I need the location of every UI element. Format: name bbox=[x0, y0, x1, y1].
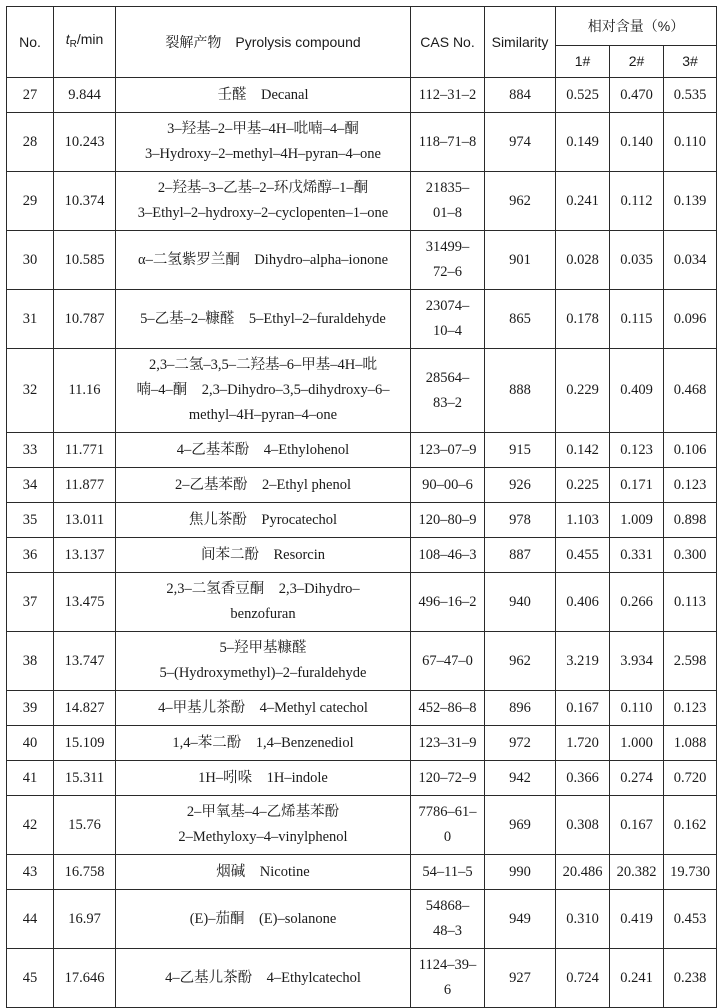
content-sample-3: 0.898 bbox=[664, 503, 717, 538]
content-sample-1: 1.720 bbox=[556, 726, 610, 761]
content-sample-1: 0.178 bbox=[556, 290, 610, 349]
cas-number bbox=[411, 349, 485, 433]
compound-name bbox=[116, 949, 411, 1008]
content-sample-1: 0.455 bbox=[556, 538, 610, 573]
table-row bbox=[7, 632, 717, 691]
content-sample-3: 2.598 bbox=[664, 632, 717, 691]
similarity-value: 949 bbox=[485, 890, 556, 949]
compound-name bbox=[116, 761, 411, 796]
header-tr-subscript: R bbox=[69, 39, 77, 50]
cas-number bbox=[411, 796, 485, 855]
table-row bbox=[7, 726, 717, 761]
content-sample-3: 0.300 bbox=[664, 538, 717, 573]
cas-number-line: 54868– bbox=[425, 898, 470, 914]
table-row bbox=[7, 290, 717, 349]
cas-number-line: 54–11–5 bbox=[422, 863, 473, 880]
cas-number bbox=[411, 949, 485, 1008]
table-row bbox=[7, 349, 717, 433]
cas-number bbox=[411, 433, 485, 468]
retention-time: 9.844 bbox=[54, 78, 116, 113]
similarity-value: 978 bbox=[485, 503, 556, 538]
content-sample-2: 20.382 bbox=[610, 855, 664, 890]
row-number: 38 bbox=[7, 632, 54, 691]
content-sample-2: 1.009 bbox=[610, 503, 664, 538]
content-sample-1: 0.406 bbox=[556, 573, 610, 632]
row-number: 27 bbox=[7, 78, 54, 113]
compound-name-line: 4–乙基苯酚 4–Ethylohenol bbox=[176, 441, 350, 458]
compound-name-line: 喃–4–酮 2,3–Dihydro–3,5–dihydroxy–6– bbox=[136, 382, 390, 398]
content-sample-1: 0.366 bbox=[556, 761, 610, 796]
content-sample-1: 0.724 bbox=[556, 949, 610, 1008]
cas-number-line: 120–80–9 bbox=[418, 511, 477, 528]
content-sample-1: 20.486 bbox=[556, 855, 610, 890]
cas-number-line: 108–46–3 bbox=[418, 546, 477, 563]
similarity-value: 896 bbox=[485, 691, 556, 726]
similarity-value: 942 bbox=[485, 761, 556, 796]
content-sample-2: 0.171 bbox=[610, 468, 664, 503]
content-sample-2: 1.000 bbox=[610, 726, 664, 761]
cas-number-line: 28564– bbox=[425, 369, 470, 386]
content-sample-3: 0.123 bbox=[664, 691, 717, 726]
header-tr-symbol: t bbox=[65, 31, 70, 47]
row-number: 30 bbox=[7, 231, 54, 290]
retention-time: 13.475 bbox=[54, 573, 116, 632]
cas-number bbox=[411, 468, 485, 503]
content-sample-2: 0.470 bbox=[610, 78, 664, 113]
row-number: 29 bbox=[7, 172, 54, 231]
content-sample-3: 0.113 bbox=[664, 573, 717, 632]
content-sample-3: 19.730 bbox=[664, 855, 717, 890]
cas-number bbox=[411, 890, 485, 949]
similarity-value: 974 bbox=[485, 113, 556, 172]
cas-number-line: 21835– bbox=[425, 180, 470, 196]
compound-name-line: 2,3–二氢–3,5–二羟基–6–甲基–4H–吡 bbox=[149, 357, 377, 373]
cas-number bbox=[411, 573, 485, 632]
cas-number-line: 120–72–9 bbox=[418, 769, 477, 786]
retention-time: 17.646 bbox=[54, 949, 116, 1008]
compound-name-line: 3–Ethyl–2–hydroxy–2–cyclopenten–1–one bbox=[137, 205, 389, 221]
similarity-value: 962 bbox=[485, 632, 556, 691]
similarity-value: 865 bbox=[485, 290, 556, 349]
content-sample-1: 0.225 bbox=[556, 468, 610, 503]
similarity-value: 972 bbox=[485, 726, 556, 761]
content-sample-1: 0.167 bbox=[556, 691, 610, 726]
compound-name bbox=[116, 632, 411, 691]
row-number: 44 bbox=[7, 890, 54, 949]
similarity-value: 884 bbox=[485, 78, 556, 113]
cas-number bbox=[411, 503, 485, 538]
compound-name bbox=[116, 691, 411, 726]
content-sample-3: 0.720 bbox=[664, 761, 717, 796]
header-sample-1: 1# bbox=[556, 46, 610, 78]
similarity-value: 887 bbox=[485, 538, 556, 573]
table-row bbox=[7, 468, 717, 503]
similarity-value: 901 bbox=[485, 231, 556, 290]
row-number: 36 bbox=[7, 538, 54, 573]
content-sample-3: 0.453 bbox=[664, 890, 717, 949]
retention-time: 10.374 bbox=[54, 172, 116, 231]
cas-number-line: 23074– bbox=[425, 298, 470, 314]
compound-name-line: 1H–吲哚 1H–indole bbox=[198, 769, 328, 786]
content-sample-3: 0.096 bbox=[664, 290, 717, 349]
cas-number-line: 10–4 bbox=[433, 323, 462, 339]
cas-number-line: 31499– bbox=[425, 239, 470, 255]
compound-name bbox=[116, 538, 411, 573]
cas-number-line: 83–2 bbox=[433, 394, 462, 411]
table-row bbox=[7, 573, 717, 632]
compound-name bbox=[116, 468, 411, 503]
content-sample-1: 0.142 bbox=[556, 433, 610, 468]
row-number: 33 bbox=[7, 433, 54, 468]
content-sample-1: 3.219 bbox=[556, 632, 610, 691]
similarity-value: 990 bbox=[485, 855, 556, 890]
compound-name bbox=[116, 78, 411, 113]
content-sample-2: 0.115 bbox=[610, 290, 664, 349]
compound-name-line: 2–乙基苯酚 2–Ethyl phenol bbox=[174, 476, 351, 493]
cas-number bbox=[411, 761, 485, 796]
table-row bbox=[7, 761, 717, 796]
retention-time: 11.16 bbox=[54, 349, 116, 433]
cas-number bbox=[411, 231, 485, 290]
compound-name-line: 1,4–苯二酚 1,4–Benzenediol bbox=[172, 734, 354, 751]
retention-time: 11.877 bbox=[54, 468, 116, 503]
row-number: 31 bbox=[7, 290, 54, 349]
row-number: 43 bbox=[7, 855, 54, 890]
content-sample-3: 0.468 bbox=[664, 349, 717, 433]
content-sample-3: 0.162 bbox=[664, 796, 717, 855]
cas-number-line: 90–00–6 bbox=[422, 476, 473, 493]
content-sample-2: 0.241 bbox=[610, 949, 664, 1008]
table-row bbox=[7, 78, 717, 113]
row-number: 39 bbox=[7, 691, 54, 726]
retention-time: 15.76 bbox=[54, 796, 116, 855]
table-row bbox=[7, 231, 717, 290]
compound-name-line: 焦儿茶酚 Pyrocatechol bbox=[188, 511, 338, 528]
compound-name-line: α–二氢紫罗兰酮 Dihydro–alpha–ionone bbox=[137, 251, 389, 268]
cas-number bbox=[411, 538, 485, 573]
cas-number bbox=[411, 691, 485, 726]
table-row bbox=[7, 113, 717, 172]
compound-name-line: 2–甲氧基–4–乙烯基苯酚 bbox=[186, 804, 340, 820]
cas-number-line: 112–31–2 bbox=[418, 86, 477, 103]
compound-name bbox=[116, 349, 411, 433]
compound-name bbox=[116, 113, 411, 172]
content-sample-2: 0.266 bbox=[610, 573, 664, 632]
cas-number-line: 452–86–8 bbox=[418, 699, 477, 716]
cas-number-line: 48–3 bbox=[433, 923, 462, 939]
header-compound bbox=[116, 7, 411, 78]
table-row bbox=[7, 433, 717, 468]
content-sample-1: 1.103 bbox=[556, 503, 610, 538]
compound-name bbox=[116, 726, 411, 761]
retention-time: 10.243 bbox=[54, 113, 116, 172]
content-sample-1: 0.241 bbox=[556, 172, 610, 231]
compound-name bbox=[116, 890, 411, 949]
content-sample-3: 0.110 bbox=[664, 113, 717, 172]
content-sample-1: 0.525 bbox=[556, 78, 610, 113]
table-row bbox=[7, 949, 717, 1008]
row-number: 37 bbox=[7, 573, 54, 632]
cas-number-line: 7786–61– bbox=[418, 804, 477, 820]
cas-number bbox=[411, 113, 485, 172]
header-cas: CAS No. bbox=[411, 7, 485, 78]
content-sample-1: 0.310 bbox=[556, 890, 610, 949]
content-sample-2: 0.331 bbox=[610, 538, 664, 573]
table-row bbox=[7, 172, 717, 231]
retention-time: 13.011 bbox=[54, 503, 116, 538]
table-body bbox=[7, 78, 717, 1008]
row-number: 34 bbox=[7, 468, 54, 503]
similarity-value: 940 bbox=[485, 573, 556, 632]
content-sample-2: 0.123 bbox=[610, 433, 664, 468]
row-number: 40 bbox=[7, 726, 54, 761]
retention-time: 10.585 bbox=[54, 231, 116, 290]
cas-number-line: 67–47–0 bbox=[422, 652, 473, 669]
content-sample-3: 0.123 bbox=[664, 468, 717, 503]
retention-time: 15.109 bbox=[54, 726, 116, 761]
compound-name-line: methyl–4H–pyran–4–one bbox=[188, 407, 338, 423]
cas-number-line: 123–07–9 bbox=[418, 441, 477, 458]
content-sample-2: 0.112 bbox=[610, 172, 664, 231]
table-header bbox=[7, 7, 717, 78]
compound-name-line: 5–乙基–2–糠醛 5–Ethyl–2–furaldehyde bbox=[140, 310, 386, 327]
compound-name-line: benzofuran bbox=[230, 606, 296, 622]
compound-name-line: 4–乙基儿茶酚 4–Ethylcatechol bbox=[165, 969, 361, 986]
cas-number-line: 123–31–9 bbox=[418, 734, 477, 751]
compound-name bbox=[116, 231, 411, 290]
compound-name bbox=[116, 433, 411, 468]
cas-number bbox=[411, 290, 485, 349]
compound-name bbox=[116, 172, 411, 231]
compound-name-line: 5–羟甲基糠醛 bbox=[219, 640, 307, 656]
row-number: 45 bbox=[7, 949, 54, 1008]
cas-number bbox=[411, 78, 485, 113]
cas-number-line: 6 bbox=[443, 982, 452, 998]
cas-number-line: 0 bbox=[443, 829, 452, 845]
compound-name-line: 2,3–二氢香豆酮 2,3–Dihydro– bbox=[166, 581, 360, 597]
content-sample-2: 0.409 bbox=[610, 349, 664, 433]
cas-number-line: 01–8 bbox=[433, 205, 462, 221]
compound-name bbox=[116, 855, 411, 890]
row-number: 28 bbox=[7, 113, 54, 172]
table-row bbox=[7, 855, 717, 890]
content-sample-3: 0.238 bbox=[664, 949, 717, 1008]
compound-name bbox=[116, 796, 411, 855]
content-sample-3: 1.088 bbox=[664, 726, 717, 761]
content-sample-3: 0.106 bbox=[664, 433, 717, 468]
content-sample-2: 0.035 bbox=[610, 231, 664, 290]
similarity-value: 927 bbox=[485, 949, 556, 1008]
table-row bbox=[7, 503, 717, 538]
compound-name bbox=[116, 573, 411, 632]
cas-number bbox=[411, 172, 485, 231]
table-row bbox=[7, 796, 717, 855]
content-sample-1: 0.028 bbox=[556, 231, 610, 290]
retention-time: 16.97 bbox=[54, 890, 116, 949]
compound-name-line: 3–Hydroxy–2–methyl–4H–pyran–4–one bbox=[145, 146, 381, 162]
compound-name-line: 3–羟基–2–甲基–4H–吡喃–4–酮 bbox=[167, 121, 359, 137]
pyrolysis-table bbox=[6, 6, 717, 1008]
header-compound-en: Pyrolysis compound bbox=[235, 33, 361, 50]
cas-number bbox=[411, 855, 485, 890]
table-row bbox=[7, 538, 717, 573]
header-sample-3: 3# bbox=[664, 46, 717, 78]
table-row bbox=[7, 691, 717, 726]
content-sample-2: 3.934 bbox=[610, 632, 664, 691]
header-retention-time bbox=[54, 7, 116, 78]
cas-number-line: 1124–39– bbox=[418, 957, 477, 973]
content-sample-2: 0.110 bbox=[610, 691, 664, 726]
content-sample-1: 0.308 bbox=[556, 796, 610, 855]
retention-time: 15.311 bbox=[54, 761, 116, 796]
similarity-value: 969 bbox=[485, 796, 556, 855]
retention-time: 10.787 bbox=[54, 290, 116, 349]
compound-name-line: 5–(Hydroxymethyl)–2–furaldehyde bbox=[159, 665, 367, 681]
compound-name-line: 间苯二酚 Resorcin bbox=[200, 546, 326, 563]
cas-number bbox=[411, 726, 485, 761]
header-compound-cn: 裂解产物 bbox=[165, 33, 222, 50]
content-sample-1: 0.229 bbox=[556, 349, 610, 433]
header-relative-content: 相对含量（%） bbox=[556, 7, 717, 46]
similarity-value: 926 bbox=[485, 468, 556, 503]
row-number: 32 bbox=[7, 349, 54, 433]
retention-time: 16.758 bbox=[54, 855, 116, 890]
content-sample-2: 0.140 bbox=[610, 113, 664, 172]
content-sample-3: 0.034 bbox=[664, 231, 717, 290]
compound-name-line: 烟碱 Nicotine bbox=[216, 863, 310, 880]
similarity-value: 915 bbox=[485, 433, 556, 468]
retention-time: 11.771 bbox=[54, 433, 116, 468]
similarity-value: 888 bbox=[485, 349, 556, 433]
cas-number-line: 496–16–2 bbox=[418, 593, 477, 610]
compound-name bbox=[116, 290, 411, 349]
similarity-value: 962 bbox=[485, 172, 556, 231]
retention-time: 13.137 bbox=[54, 538, 116, 573]
content-sample-3: 0.139 bbox=[664, 172, 717, 231]
compound-name bbox=[116, 503, 411, 538]
cas-number-line: 118–71–8 bbox=[418, 133, 477, 150]
table-row bbox=[7, 890, 717, 949]
row-number: 42 bbox=[7, 796, 54, 855]
row-number: 35 bbox=[7, 503, 54, 538]
retention-time: 14.827 bbox=[54, 691, 116, 726]
content-sample-2: 0.274 bbox=[610, 761, 664, 796]
content-sample-1: 0.149 bbox=[556, 113, 610, 172]
header-tr-unit: /min bbox=[76, 31, 104, 47]
header-sample-2: 2# bbox=[610, 46, 664, 78]
header-similarity: Similarity bbox=[485, 7, 556, 78]
compound-name-line: 2–Methyloxy–4–vinylphenol bbox=[178, 829, 348, 845]
content-sample-2: 0.419 bbox=[610, 890, 664, 949]
header-no: No. bbox=[7, 7, 54, 78]
compound-name-line: 4–甲基儿茶酚 4–Methyl catechol bbox=[158, 699, 368, 716]
compound-name-line: 壬醛 Decanal bbox=[217, 86, 309, 103]
cas-number-line: 72–6 bbox=[433, 264, 462, 280]
compound-name-line: (E)–茄酮 (E)–solanone bbox=[189, 910, 337, 927]
content-sample-2: 0.167 bbox=[610, 796, 664, 855]
compound-name-line: 2–羟基–3–乙基–2–环戊烯醇–1–酮 bbox=[157, 180, 369, 196]
content-sample-3: 0.535 bbox=[664, 78, 717, 113]
row-number: 41 bbox=[7, 761, 54, 796]
retention-time: 13.747 bbox=[54, 632, 116, 691]
cas-number bbox=[411, 632, 485, 691]
